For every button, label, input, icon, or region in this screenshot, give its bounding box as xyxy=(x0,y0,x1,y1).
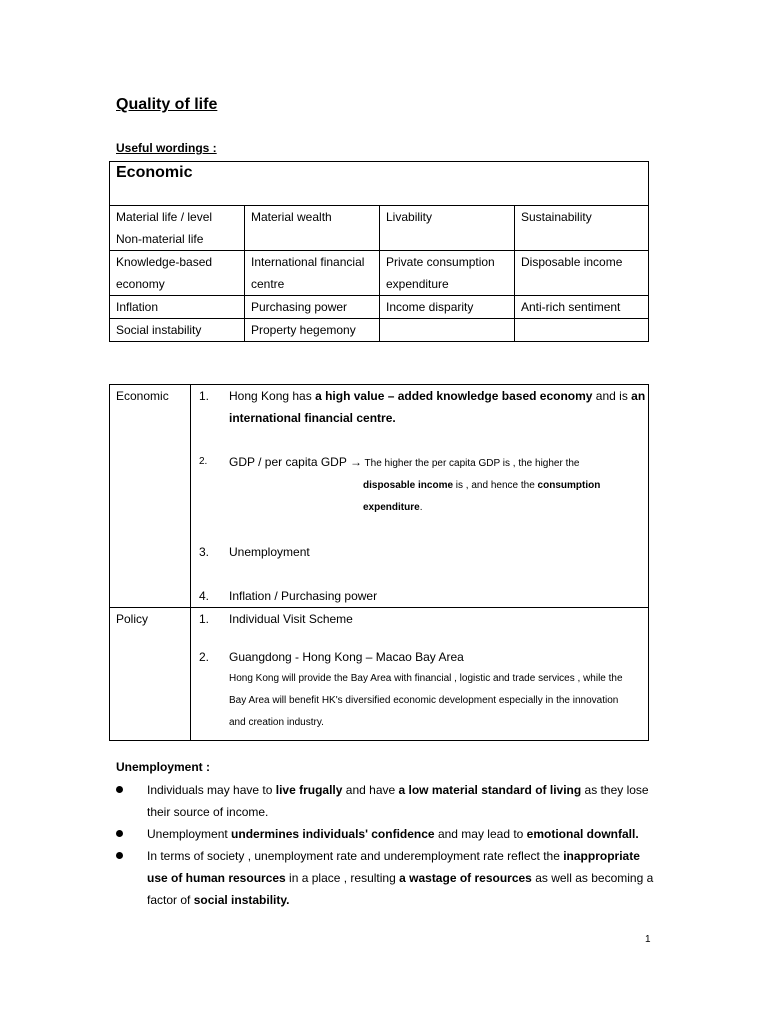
page-title: Quality of life xyxy=(116,96,218,113)
table-row xyxy=(110,206,649,251)
category-economic: Economic xyxy=(110,385,191,608)
section-subtitle: Useful wordings : xyxy=(116,141,217,155)
table-cell xyxy=(380,319,515,342)
table-cell: Sustainability xyxy=(515,206,649,251)
list-item: 3. Unemployment xyxy=(199,545,310,559)
arrow-icon: → xyxy=(349,455,362,469)
main-table xyxy=(109,384,649,741)
table-row-policy xyxy=(110,608,649,741)
list-item: 2. Guangdong - Hong Kong – Macao Bay Area xyxy=(199,650,464,664)
table-row-economic xyxy=(110,385,649,608)
list-item: 4. Inflation / Purchasing power xyxy=(199,589,378,603)
table-cell: Inflation xyxy=(110,296,245,319)
list-item: Unemployment undermines individuals' confidence and may lead to emotional downfall. xyxy=(116,823,656,845)
economic-content xyxy=(191,385,649,608)
table-cell: Property hegemony xyxy=(245,319,380,342)
table-cell: Material life / level Non-material life xyxy=(110,206,245,251)
table-cell: Income disparity xyxy=(380,296,515,319)
page-number: 1 xyxy=(645,934,651,945)
table-cell: Disposable income xyxy=(515,251,649,296)
table-row xyxy=(110,251,649,296)
bullet-icon xyxy=(116,852,123,859)
table-row xyxy=(110,296,649,319)
list-item: In terms of society , unemployment rate and underemployment rate reflect the inappropriate use of human resources in a place , resulting a wastage of resources as well as becoming a factor of social instability. xyxy=(116,845,656,911)
list-item: 1. Hong Kong has a high value – added knowledge based economy and is an international financial centre. xyxy=(199,389,646,425)
vocab-table xyxy=(109,161,649,342)
category-policy: Policy xyxy=(110,608,191,741)
unemployment-heading: Unemployment : xyxy=(116,760,211,774)
list-item: Individuals may have to live frugally and have a low material standard of living as they lose their source of income. xyxy=(116,779,656,823)
unemployment-list xyxy=(116,779,656,911)
list-item-continuation: expenditure. xyxy=(363,502,423,513)
list-item: 1. Individual Visit Scheme xyxy=(199,612,353,626)
table-cell: International financial centre xyxy=(245,251,380,296)
table-cell: Purchasing power xyxy=(245,296,380,319)
bullet-icon xyxy=(116,786,123,793)
table-cell: Anti-rich sentiment xyxy=(515,296,649,319)
vocab-header: Economic xyxy=(116,164,193,181)
table-cell: Livability xyxy=(380,206,515,251)
table-cell: Social instability xyxy=(110,319,245,342)
table-row xyxy=(110,319,649,342)
policy-content xyxy=(191,608,649,741)
vocab-header-cell xyxy=(110,162,649,206)
list-item-detail: Hong Kong will provide the Bay Area with financial , logistic and trade services , while the Bay Area will benefit HK's diversified economic development especially in the innovation and creation industry. xyxy=(229,673,623,728)
table-cell: Private consumption expenditure xyxy=(380,251,515,296)
bullet-icon xyxy=(116,830,123,837)
list-item: 2. GDP / per capita GDP → The higher the per capita GDP is , the higher the xyxy=(199,455,580,469)
table-cell: Material wealth xyxy=(245,206,380,251)
table-cell xyxy=(515,319,649,342)
table-cell: Knowledge-based economy xyxy=(110,251,245,296)
list-item-continuation: disposable income is , and hence the consumption xyxy=(363,480,601,491)
